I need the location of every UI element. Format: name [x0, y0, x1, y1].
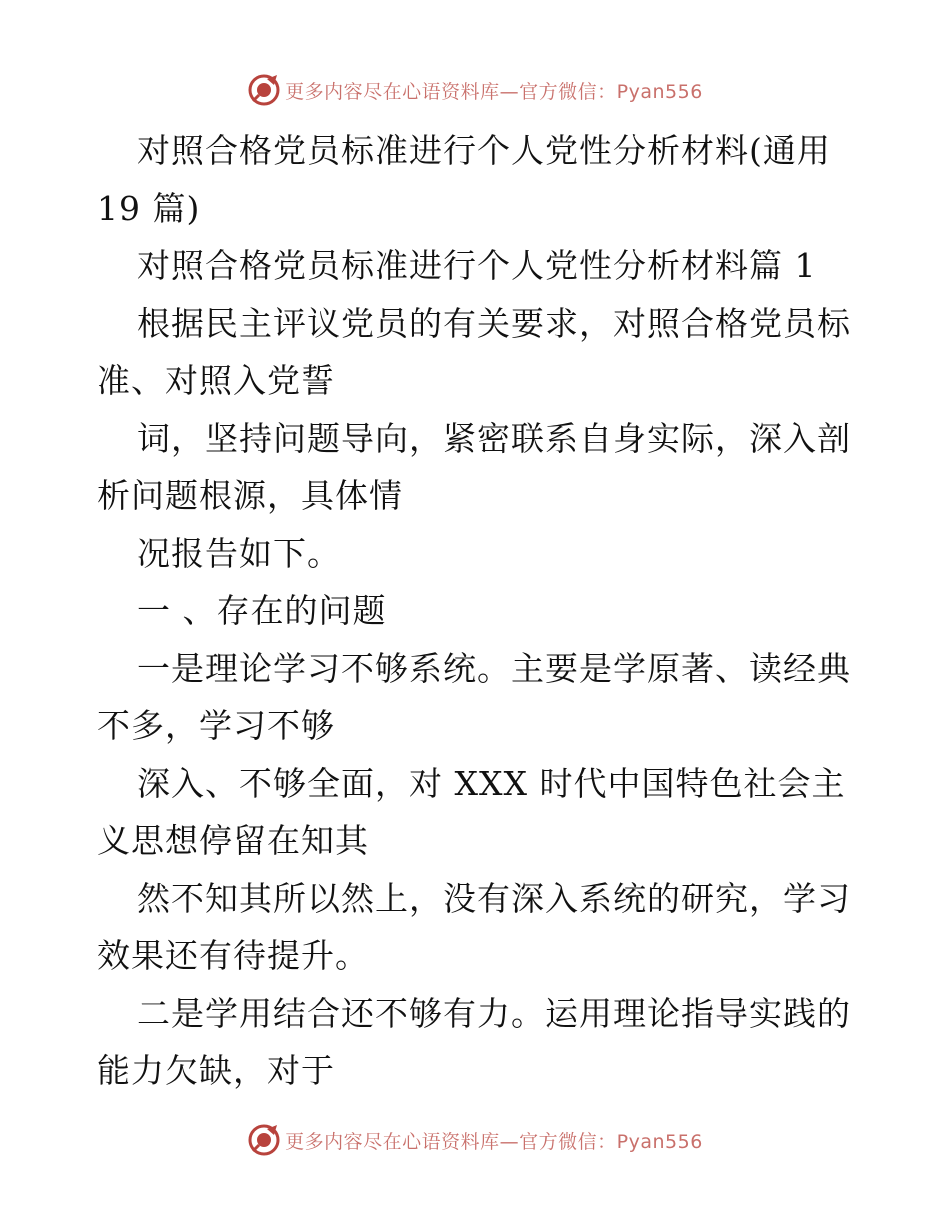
text-line: 效果还有待提升。: [97, 936, 369, 975]
text-line: 根据民主评议党员的有关要求，对照合格党员标: [137, 303, 851, 343]
watermark-text: 更多内容尽在心语资料库—官方微信：Pyan556: [285, 80, 703, 103]
text-line: 词，坚持问题导向，紧密联系自身实际，深入剖: [137, 418, 851, 458]
text-line: 二是学用结合还不够有力。运用理论指导实践的: [137, 993, 851, 1033]
text-line: 准、对照入党誓: [97, 361, 335, 400]
text-line: 19 篇): [97, 188, 201, 228]
pen-logo-icon: [247, 73, 281, 107]
text-line: 对照合格党员标准进行个人党性分析材料篇 1: [137, 246, 817, 285]
footer-watermark: [0, 1120, 950, 1160]
text-line: 析问题根源，具体情: [97, 476, 403, 515]
text-line: 深入、不够全面，对 XXX 时代中国特色社会主: [137, 763, 846, 803]
text-line: 不多，学习不够: [97, 706, 335, 745]
text-line: 一是理论学习不够系统。主要是学原著、读经典: [137, 648, 851, 688]
text-line: 对照合格党员标准进行个人党性分析材料(通用: [137, 131, 831, 170]
header-watermark: [0, 70, 950, 110]
text-line: 义思想停留在知其: [97, 821, 369, 860]
watermark-text: 更多内容尽在心语资料库—官方微信：Pyan556: [285, 1130, 703, 1153]
text-line: 一 、存在的问题: [137, 591, 387, 630]
document-body: [97, 122, 857, 1100]
text-line: 然不知其所以然上，没有深入系统的研究，学习: [137, 878, 851, 918]
text-line: 能力欠缺，对于: [97, 1051, 335, 1090]
pen-logo-icon: [247, 1123, 281, 1157]
text-line: 况报告如下。: [137, 533, 341, 573]
